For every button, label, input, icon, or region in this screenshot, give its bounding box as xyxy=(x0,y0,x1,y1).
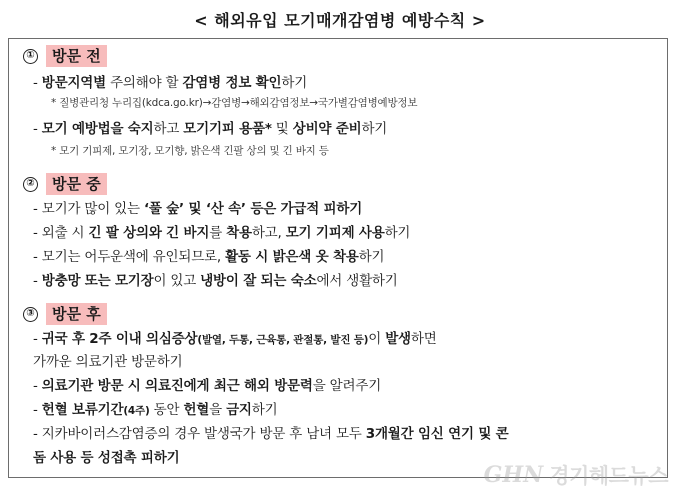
body-text: 를 xyxy=(209,225,227,241)
list-item xyxy=(33,199,362,219)
emphasis-text: 방문지역별 xyxy=(41,75,106,91)
emphasis-text: 헌혈 보류기간 xyxy=(41,402,124,418)
watermark-text: 경기헤드뉴스 xyxy=(549,464,668,488)
body-text: 하기 xyxy=(281,75,308,91)
list-item xyxy=(33,376,381,396)
body-text: 하고 xyxy=(153,121,184,137)
body-text: - xyxy=(33,331,42,347)
list-item xyxy=(33,352,182,372)
body-text: 에서 생활하기 xyxy=(316,273,398,289)
body-text: 하기 xyxy=(361,121,388,137)
body-text: - 지카바이러스감염증의 경우 발생국가 방문 후 남녀 모두 xyxy=(33,426,366,442)
body-text: 하면 xyxy=(410,331,437,347)
body-text: 및 xyxy=(271,121,293,137)
body-text: 가까운 의료기관 방문하기 xyxy=(33,354,183,370)
section-heading: 방문 전 xyxy=(46,45,107,67)
emphasis-text: 활동 시 밝은색 옷 착용 xyxy=(225,249,359,265)
section-during-visit xyxy=(23,173,107,195)
guideline-box xyxy=(8,38,668,478)
body-text: 하기 xyxy=(251,402,278,418)
emphasis-text: 상비약 준비 xyxy=(292,121,362,137)
list-item xyxy=(33,271,398,291)
emphasis-text: 헌혈 xyxy=(183,402,210,418)
body-text: - xyxy=(33,378,42,394)
footnote: * 질병관리청 누리집(kdca.go.kr)→감염병→해외감염정보→국가별감염병예방정보 xyxy=(51,97,418,109)
section-heading: 방문 후 xyxy=(46,303,107,325)
list-item xyxy=(33,119,387,139)
emphasis-text: 긴 팔 상의와 긴 바지 xyxy=(88,225,210,241)
body-text: 하고, xyxy=(251,225,286,241)
emphasis-text: 금지 xyxy=(226,402,252,418)
section-number: ② xyxy=(23,177,38,192)
page-title: < 해외유입 모기매개감염병 예방수칙 > xyxy=(194,11,486,30)
emphasis-text: 모기기피 용품 xyxy=(183,121,265,137)
emphasis-text: 의료기관 방문 시 의료진에게 최근 해외 방문력 xyxy=(41,378,313,394)
section-heading: 방문 중 xyxy=(46,173,107,195)
emphasis-text: 냉방이 잘 되는 숙소 xyxy=(200,273,317,289)
body-text: 이 xyxy=(368,331,386,347)
body-text: 을 알려주기 xyxy=(312,378,382,394)
body-text: 동안 xyxy=(149,402,184,418)
footnote: * 모기 기피제, 모기장, 모기향, 밝은색 긴팔 상의 및 긴 바지 등 xyxy=(51,145,329,157)
emphasis-text: 모기 예방법을 숙지 xyxy=(41,121,154,137)
emphasis-text: 감염병 정보 확인 xyxy=(182,75,282,91)
list-item xyxy=(33,424,509,444)
emphasis-text: 방충망 또는 모기장 xyxy=(41,273,154,289)
section-after-visit xyxy=(23,303,107,325)
emphasis-text: 귀국 후 2주 이내 의심증상 xyxy=(41,331,198,347)
list-item xyxy=(33,247,384,267)
watermark-logo: GHN xyxy=(483,462,544,488)
body-text: - xyxy=(33,75,42,91)
list-item xyxy=(33,329,437,350)
body-text: 하기 xyxy=(384,225,411,241)
emphasis-text: 돔 사용 등 성접촉 피하기 xyxy=(33,450,180,466)
emphasis-text: 착용 xyxy=(226,225,252,241)
body-text: - xyxy=(33,121,42,137)
body-text: - xyxy=(33,273,42,289)
section-number: ③ xyxy=(23,307,38,322)
body-text: - 모기는 어두운색에 유인되므로, xyxy=(33,249,226,265)
body-text: 을 xyxy=(209,402,227,418)
body-text: 이 있고 xyxy=(153,273,201,289)
list-item xyxy=(33,73,307,93)
emphasis-text: (4주) xyxy=(123,405,150,417)
emphasis-text: * xyxy=(264,121,272,137)
list-item xyxy=(33,400,277,421)
section-before-visit xyxy=(23,45,107,67)
list-item xyxy=(33,223,410,243)
body-text: 하기 xyxy=(358,249,385,265)
list-item xyxy=(33,448,179,468)
body-text: - 모기가 많이 있는 xyxy=(33,201,144,217)
emphasis-text: 발생 xyxy=(385,331,411,347)
emphasis-text: 3개월간 임신 연기 및 콘 xyxy=(365,426,509,442)
news-watermark xyxy=(484,460,668,490)
body-text: - 외출 시 xyxy=(33,225,89,241)
section-number: ① xyxy=(23,49,38,64)
emphasis-text: 모기 기피제 사용 xyxy=(285,225,385,241)
emphasis-text: ‘풀 숲’ 및 ‘산 속’ 등은 가급적 피하기 xyxy=(143,201,363,217)
body-text: - xyxy=(33,402,42,418)
body-text: 주의해야 할 xyxy=(105,75,183,91)
emphasis-text: (발열, 두통, 근육통, 관절통, 발진 등) xyxy=(197,334,369,346)
